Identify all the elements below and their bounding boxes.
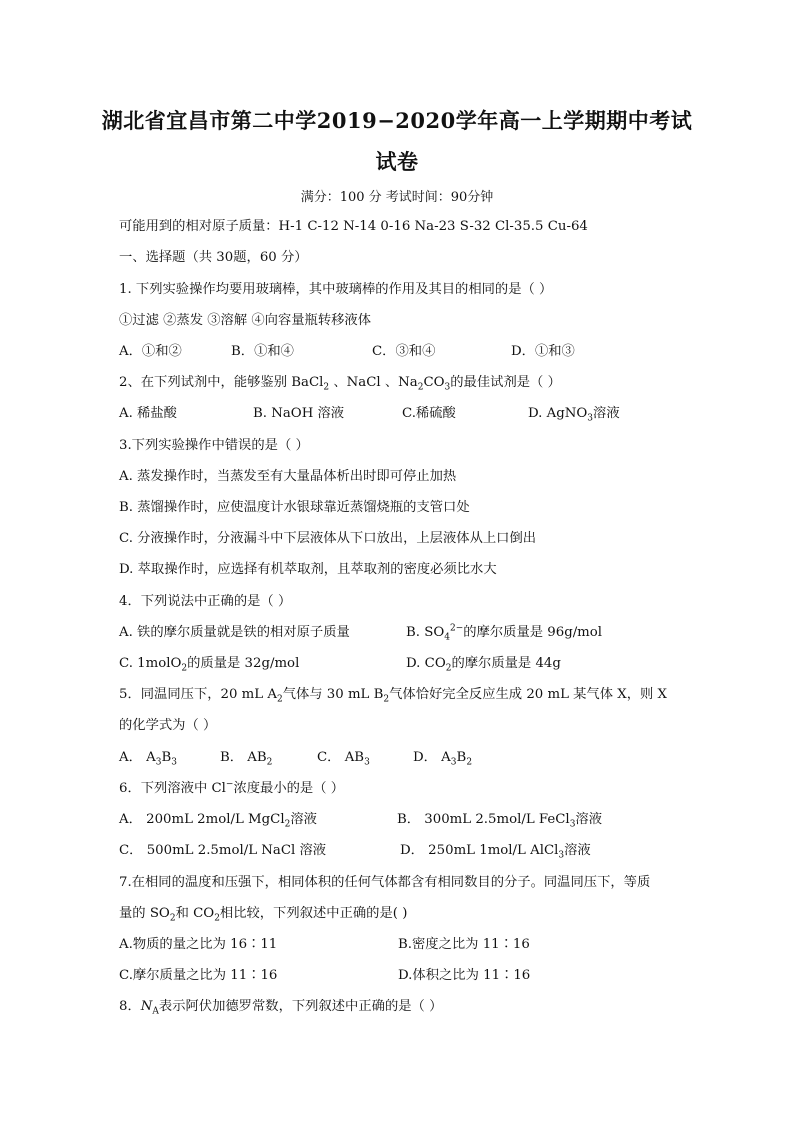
q6-option-d: D． 250mL 1mol/L AlCl$_3$溶液	[400, 843, 591, 861]
q1-items: ①过滤 ②蒸发 ③溶解 ④向容量瓶转移液体	[119, 313, 372, 328]
q6-stem: 6．下列溶液中 Cl−浓度最小的是（ ）	[119, 779, 345, 796]
q4-option-d: D. $CO_2$的摩尔质量是 44g	[406, 656, 561, 674]
q1-option-d: D．①和③	[511, 344, 575, 359]
q1-stem: 1. 下列实验操作均要用玻璃棒，其中玻璃棒的作用及其目的相同的是（ ）	[119, 282, 553, 297]
q1-option-a: A．①和②	[119, 344, 182, 359]
q4-option-b: B. $SO_4^{2-}$的摩尔质量是 96g/mol	[406, 623, 603, 643]
q3-option-d: D. 萃取操作时，应选择有机萃取剂，且萃取剂的密度必须比水大	[119, 562, 497, 577]
q7-option-a: A.物质的量之比为 16∶11	[119, 937, 278, 952]
atomic-masses: 可能用到的相对原子质量：H-1 C-12 N-14 0-16 Na-23 S-32 Cl-35.5 Cu-64	[119, 219, 588, 234]
q3-stem: 3.下列实验操作中错误的是（ ）	[119, 438, 309, 453]
exam-subtitle: 满分：100 分 考试时间：90分钟	[300, 190, 494, 205]
q2-option-a: A. 稀盐酸	[119, 406, 177, 421]
q3-option-c: C. 分液操作时，分液漏斗中下层液体从下口放出，上层液体从上口倒出	[119, 531, 537, 546]
q5-option-d: D． $A_3B_2$	[413, 750, 473, 768]
exam-title-line1: 湖北省宜昌市第二中学2019−2020学年高一上学期期中考试	[101, 108, 693, 133]
q6-option-a: A． 200mL 2mol/L MgCl$_2$溶液	[119, 812, 317, 830]
q6-option-c: C． 500mL 2.5mol/L NaCl 溶液	[119, 843, 327, 858]
q5-option-a: A． $A_3B_3$	[119, 750, 177, 768]
q3-option-b: B. 蒸馏操作时，应使温度计水银球靠近蒸馏烧瓶的支管口处	[119, 500, 470, 515]
q7-option-b: B.密度之比为 11∶16	[398, 937, 530, 952]
q5-option-c: C． $AB_3$	[317, 750, 370, 768]
q7-option-d: D.体积之比为 11∶16	[398, 968, 531, 983]
q7-stem-line2: 量的 $SO_2$和 $CO_2$相比较，下列叙述中正确的是( )	[119, 906, 408, 924]
section-heading: 一、选择题（共 30题，60 分）	[119, 250, 308, 265]
q2-option-d: D. AgNO$_3$溶液	[528, 406, 620, 424]
q4-option-a: A. 铁的摩尔质量就是铁的相对原子质量	[119, 625, 350, 640]
q2-option-c: C.稀硫酸	[402, 406, 456, 421]
q3-option-a: A. 蒸发操作时，当蒸发至有大量晶体析出时即可停止加热	[119, 469, 457, 484]
q4-option-c: C. 1molO$_2$的质量是 32g/mol	[119, 656, 300, 674]
q5-stem: 5．同温同压下，20 mL $A_2$气体与 30 mL $B_2$气体恰好完全反应生成 20 mL 某气体 X，则 X	[119, 687, 668, 705]
q2-stem: 2、在下列试剂中，能够鉴别 BaCl$_2$ 、NaCl 、$Na_2CO_3$的最佳试剂是（ ）	[119, 375, 561, 393]
q2-option-b: B. NaOH 溶液	[253, 406, 345, 421]
q7-option-c: C.摩尔质量之比为 11∶16	[119, 968, 278, 983]
q5-option-b: B． $AB_2$	[220, 750, 273, 768]
q8-stem: 8．$N_A$表示阿伏加德罗常数，下列叙述中正确的是（ ）	[119, 999, 443, 1017]
q1-option-b: B．①和④	[231, 344, 294, 359]
q1-option-c: C．③和④	[372, 344, 436, 359]
exam-title-line2: 试卷	[375, 149, 419, 174]
q6-option-b: B． 300mL 2.5mol/L FeCl$_3$溶液	[397, 812, 603, 830]
q5-stem-line2: 的化学式为（ ）	[119, 718, 217, 733]
q7-stem: 7.在相同的温度和压强下，相同体积的任何气体都含有相同数目的分子。同温同压下，等质	[119, 875, 651, 890]
q4-stem: 4．下列说法中正确的是（ ）	[119, 594, 292, 609]
